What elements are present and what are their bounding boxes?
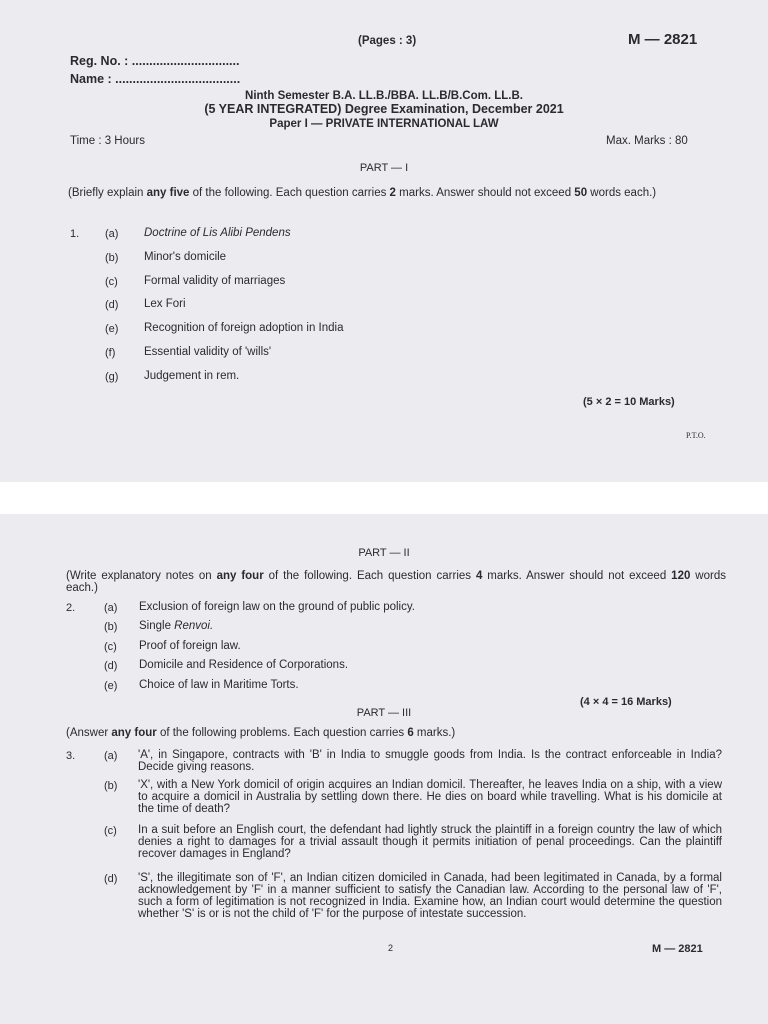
page-count: (Pages : 3) — [358, 35, 417, 47]
item-text: Recognition of foreign adoption in India — [144, 322, 344, 334]
item-text: Domicile and Residence of Corporations. — [139, 659, 349, 671]
item-text: Judgement in rem. — [144, 370, 240, 382]
item-text: 'S', the illegitimate son of 'F', an Indian citizen domiciled in Canada, had been legitimated in Canada, by a formal acknowledgement by 'F' in a manner sufficient to satisfy the Canadian law. According to the personal law of 'F', such a form of legitimation is not recognized in India. Examine how, an Indian court would determine the question whether 'S' is or is not the child of 'F' for the purpose of intestate succession. — [138, 872, 722, 920]
item-label: (a) — [104, 602, 118, 614]
item-text: Formal validity of marriages — [144, 275, 286, 287]
item-label: (e) — [104, 680, 118, 692]
exam-title-line2: (5 YEAR INTEGRATED) Degree Examination, December 2021 — [204, 102, 564, 116]
paper-code: M — 2821 — [628, 31, 698, 48]
please-turn-over: P.T.O. — [686, 431, 706, 440]
name-field: Name : .................................... — [70, 72, 241, 86]
item-label: (d) — [104, 873, 118, 885]
item-label: (e) — [105, 323, 119, 335]
item-text: 'A', in Singapore, contracts with 'B' in India to smuggle goods from India. Is the contract enforceable in India? Decide giving reasons. — [138, 749, 722, 773]
question-1-number: 1. — [70, 228, 80, 240]
part-2-marks: (4 × 4 = 16 Marks) — [580, 696, 672, 708]
page-number: 2 — [388, 943, 394, 953]
question-2-number: 2. — [66, 602, 76, 614]
item-label: (b) — [104, 780, 118, 792]
item-label: (c) — [104, 825, 117, 837]
item-label: (b) — [105, 252, 119, 264]
footer-paper-code: M — 2821 — [652, 943, 703, 955]
item-label: (b) — [104, 621, 118, 633]
item-label: (a) — [105, 228, 119, 240]
part-1-marks: (5 × 2 = 10 Marks) — [583, 396, 675, 408]
item-text: 'X', with a New York domicil of origin acquires an Indian domicil. Thereafter, he leaves India on a ship, with a view to acquire a domicil in Australia by settling down there. He dies on board while travelling. What is his domicile at the time of death? — [138, 779, 722, 815]
item-text: Doctrine of Lis Alibi Pendens — [144, 227, 291, 239]
time-allowed: Time : 3 Hours — [70, 135, 145, 147]
item-text: Essential validity of 'wills' — [144, 346, 272, 358]
item-text: Minor's domicile — [144, 251, 227, 263]
item-label: (c) — [104, 641, 117, 653]
part-1-instruction: (Briefly explain any five of the following. Each question carries 2 marks. Answer should not exceed 50 words each.) — [68, 187, 657, 199]
part-3-instruction: (Answer any four of the following problems. Each question carries 6 marks.) — [66, 727, 456, 739]
question-3-number: 3. — [66, 750, 76, 762]
exam-title-line1: Ninth Semester B.A. LL.B./BBA. LL.B/B.Com. LL.B. — [245, 90, 523, 102]
paper-title: Paper I — PRIVATE INTERNATIONAL LAW — [269, 118, 499, 130]
item-text: Proof of foreign law. — [139, 640, 241, 652]
exam-page-1 — [0, 0, 768, 482]
item-text: In a suit before an English court, the defendant had lightly struck the plaintiff in a foreign country the law of which denies a right to damages for a trivial assault though it permits initiation of penal proceedings. Can the plaintiff recover damages in England? — [138, 824, 722, 860]
exam-page-2 — [0, 514, 768, 1024]
item-label: (d) — [104, 660, 118, 672]
item-text: Exclusion of foreign law on the ground of public policy. — [139, 601, 415, 613]
part-2-instruction: (Write explanatory notes on any four of the following. Each question carries 4 marks. Answer should not exceed 120 words each.) — [66, 570, 726, 594]
item-label: (c) — [105, 276, 118, 288]
item-text: Lex Fori — [144, 298, 186, 310]
max-marks: Max. Marks : 80 — [606, 135, 688, 147]
item-label: (f) — [105, 347, 116, 359]
reg-no-field: Reg. No. : ............................... — [70, 54, 240, 68]
part-2-heading: PART — II — [358, 547, 410, 559]
item-label: (a) — [104, 750, 118, 762]
part-3-heading: PART — III — [356, 707, 412, 719]
item-text: Single Renvoi. — [139, 620, 214, 632]
part-1-heading: PART — I — [359, 162, 409, 174]
item-label: (g) — [105, 371, 119, 383]
item-label: (d) — [105, 299, 119, 311]
item-text: Choice of law in Maritime Torts. — [139, 679, 299, 691]
